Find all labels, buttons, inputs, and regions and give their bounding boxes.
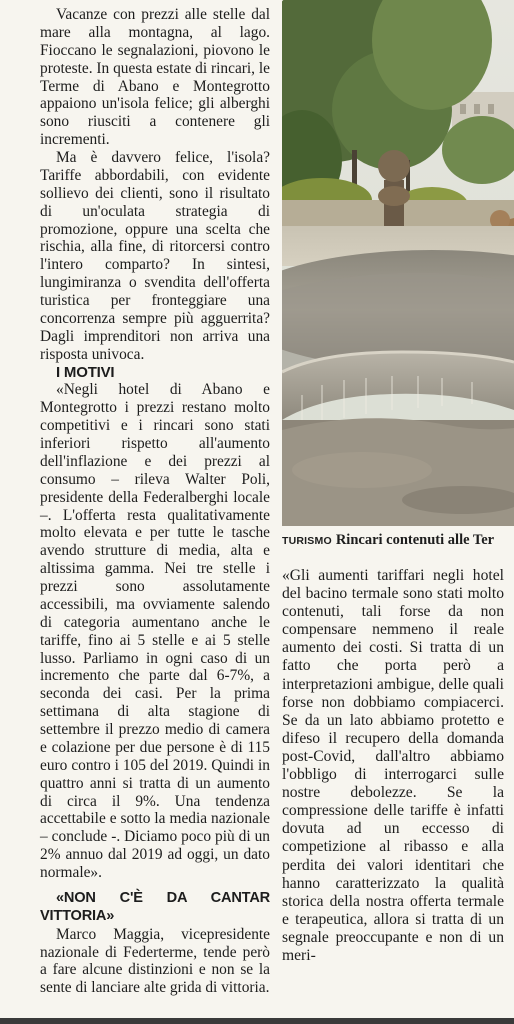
- caption-tag: TURISMO: [282, 535, 332, 547]
- article-column-right: [282, 567, 504, 965]
- article-column-left: [40, 6, 270, 997]
- caption-text: Rincari contenuti alle Ter: [335, 532, 495, 548]
- section-heading-vittoria: «NON C'È DA CANTAR VITTORIA»: [40, 889, 270, 924]
- fountain-photo: [282, 0, 514, 526]
- paragraph-maggia-quote: «Gli aumenti tariffari negli hotel del bacino termale sono stati molto contenuti, tali forse da non compensare nemmeno il reale aumento dei costi. Si tratta di un fatto che porta però a interpretazioni ambigue, delle quali forse non dobbiamo compiacerci. Se da un lato abbiamo protetto e difeso il recupero della domanda post-Covid, dall'altro abbiamo l'obbligo di interrogarci sulle nostre debolezze. Se la compressione delle tariffe è infatti dovuta ad un eccesso di competizione al ribasso e alla perdita dei valori identitari che hanno caratterizzato la qualità storica della nostra offerta termale e terapeutica, allora si tratta di un segnale preoccupante e non di un meri-: [282, 567, 504, 964]
- photo-caption: [282, 532, 514, 549]
- paragraph-maggia-intro: Marco Maggia, vicepresidente nazionale di Federterme, tende però a fare alcune distinzioni e non se la sente di lanciare alte grida di vittoria.: [40, 925, 270, 997]
- bottom-bar: [0, 1018, 514, 1024]
- paragraph-question: Ma è davvero felice, l'isola? Tariffe abbordabili, con evidente sollievo dei clienti, sono il risultato di un'oculata strategia di promozione, oppure una scelta che rischia, alla fine, di ritorcersi contro l'intero comparto? In sintesi, lungimiranza o svendita dell'offerta turistica per fronteggiare una concorrenza sempre più agguerrita? Dagli imprenditori non arriva una risposta univoca.: [40, 149, 270, 363]
- paragraph-poli-quote: «Negli hotel di Abano e Montegrotto i prezzi restano molto competitivi e i rincari sono stati inferiori rispetto all'aumento dell'inflazione e dei prezzi al consumo – rileva Walter Poli, presidente della Federalberghi locale –. L'offerta resta qualitativamente molto elevata e per tutte le tasche avendo strutture di media, alta e altissima gamma. Nei tre stelle i prezzi sono assolutamente accessibili, ma ovviamente salendo di categoria aumentano anche le tariffe, fino ai 5 stelle e ai 5 stelle lusso. Parliamo in ogni caso di un incremento che parte dal 6-7%, a seconda dei casi. Per la prima settimana di alta stagione di settembre il prezzo medio di camera e colazione per due persone è di 115 euro contro i 105 del 2019. Quindi in quattro anni si tratta di un aumento di circa il 9%. Una tendenza accettabile e sotto la media nazionale – conclude -. Diciamo poco più di un 2% annuo dal 2019 ad oggi, un dato normale».: [40, 381, 270, 881]
- section-heading-motivi: I MOTIVI: [56, 363, 115, 381]
- paragraph-intro: Vacanze con prezzi alle stelle dal mare alla montagna, al lago. Fioccano le segnalazioni, piovono le proteste. In questa estate di rincari, le Terme di Abano e Montegrotto appaiono un'isola felice; gli alberghi sono riusciti a contenere gli incrementi.: [40, 6, 270, 149]
